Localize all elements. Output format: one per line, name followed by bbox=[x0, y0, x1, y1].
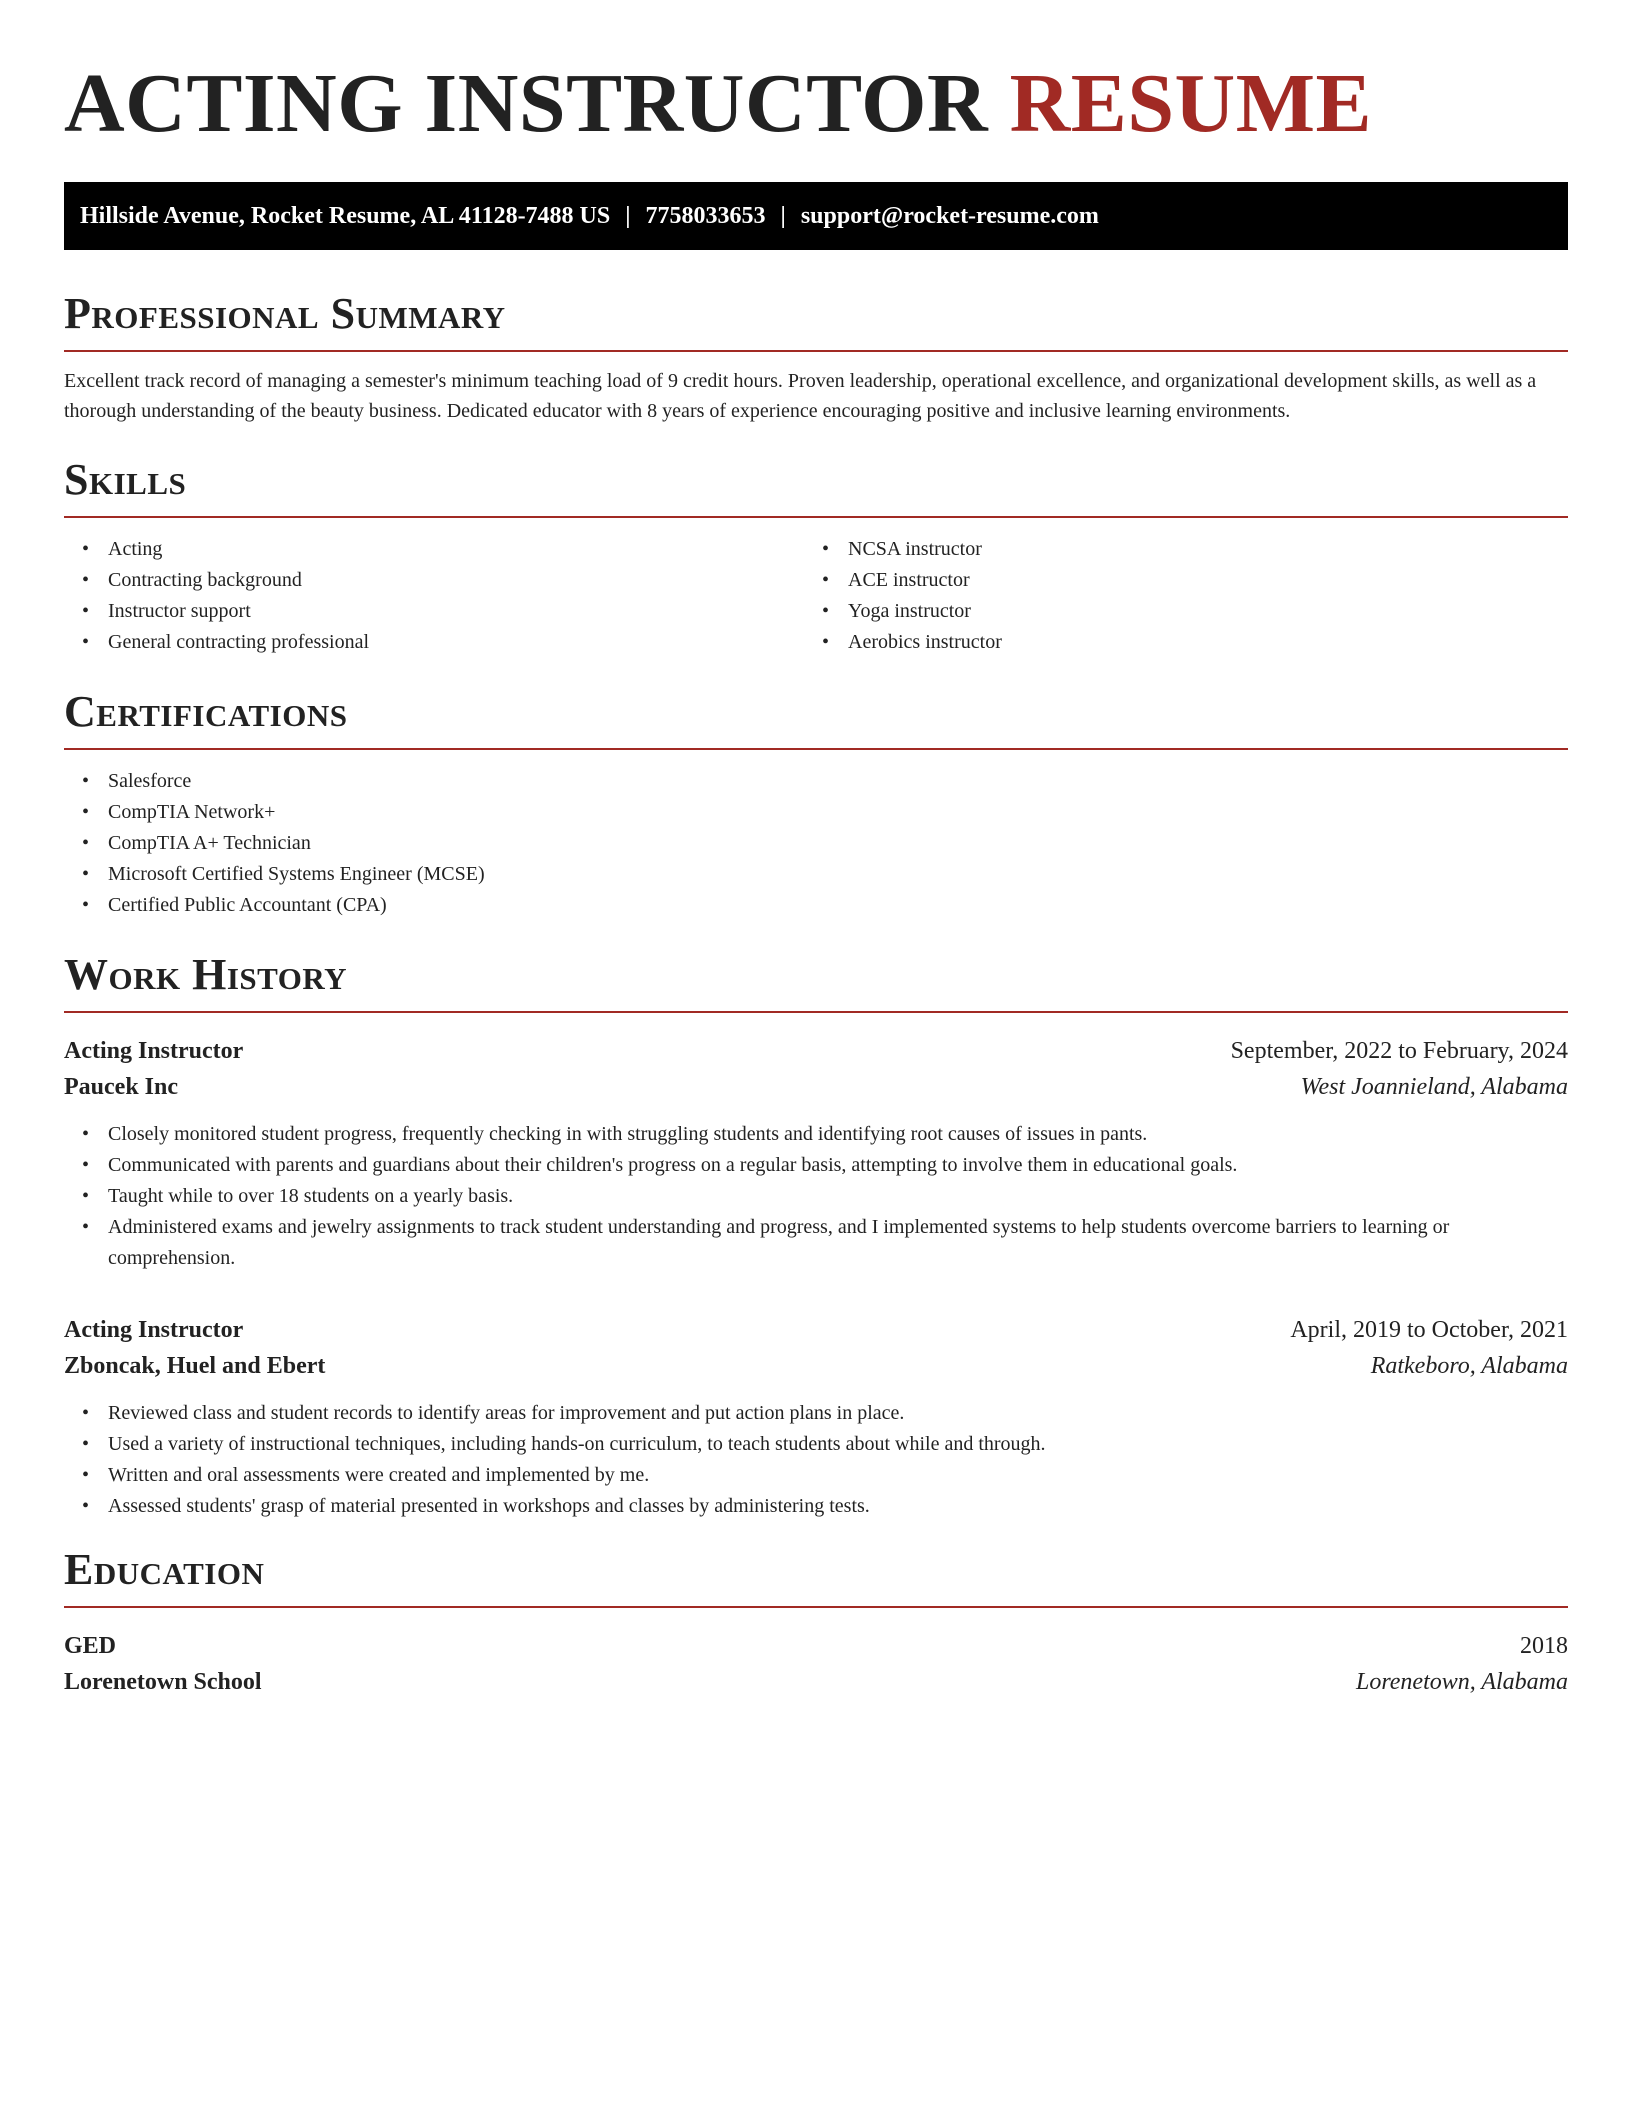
skill-item: • Aerobics instructor bbox=[848, 627, 1544, 658]
education-section bbox=[64, 1544, 1568, 1700]
summary-text: Excellent track record of managing a semester's minimum teaching load of 9 credit hours. Proven leadership, operational excellence, and organizational development skills, as well as a thorough understanding of the beauty business. Dedicated educator with 8 years of experience encouraging positive and inclusive learning environments. bbox=[64, 370, 1537, 422]
job-duty-item: • Used a variety of instructional techniques, including hands-on curriculum, to teach students about while and through. bbox=[108, 1429, 1568, 1460]
job-title-row bbox=[64, 1312, 1568, 1348]
job-company-row bbox=[64, 1069, 1568, 1105]
job-duties-list bbox=[64, 1119, 1568, 1274]
job-duty-item: • Communicated with parents and guardians about their children's progress on a regular basis, attempting to involve them in educational goals. bbox=[108, 1150, 1568, 1181]
skills-list-left bbox=[64, 534, 804, 658]
certification-item: • Certified Public Accountant (CPA) bbox=[108, 890, 1568, 921]
skills-heading: Skills bbox=[64, 454, 1568, 518]
title-main: ACTING INSTRUCTOR bbox=[64, 57, 989, 150]
education-location: Lorenetown, Alabama bbox=[1355, 1669, 1568, 1695]
contact-bar bbox=[64, 182, 1568, 250]
certifications-section bbox=[64, 686, 1568, 921]
skills-list-right bbox=[804, 534, 1544, 658]
skill-item: • Contracting background bbox=[108, 565, 804, 596]
job-duty-item: • Closely monitored student progress, frequently checking in with struggling students and identifying root causes of issues in pants. bbox=[108, 1119, 1568, 1150]
job-entry bbox=[64, 1033, 1568, 1274]
summary-heading: Professional Summary bbox=[64, 288, 1568, 352]
job-title: Acting Instructor bbox=[64, 1317, 244, 1343]
skill-item: • ACE instructor bbox=[848, 565, 1544, 596]
skills-section bbox=[64, 454, 1568, 658]
job-location: West Joannieland, Alabama bbox=[1300, 1074, 1568, 1100]
job-company: Paucek Inc bbox=[64, 1074, 178, 1100]
job-location: Ratkeboro, Alabama bbox=[1370, 1353, 1568, 1379]
job-entry bbox=[64, 1312, 1568, 1522]
job-duty-item: • Taught while to over 18 students on a yearly basis. bbox=[108, 1181, 1568, 1212]
certifications-list bbox=[64, 766, 1568, 921]
resume-title bbox=[64, 54, 1568, 154]
work-history-heading: Work History bbox=[64, 949, 1568, 1013]
contact-separator: | bbox=[780, 203, 786, 229]
contact-separator: | bbox=[625, 203, 631, 229]
job-duty-item: • Written and oral assessments were created and implemented by me. bbox=[108, 1460, 1568, 1491]
education-school-row bbox=[64, 1664, 1568, 1700]
education-school: Lorenetown School bbox=[64, 1669, 262, 1695]
education-entry bbox=[64, 1628, 1568, 1700]
education-degree: GED bbox=[64, 1633, 117, 1659]
job-dates: April, 2019 to October, 2021 bbox=[1290, 1317, 1568, 1343]
job-company-row bbox=[64, 1348, 1568, 1384]
certification-item: • CompTIA A+ Technician bbox=[108, 828, 1568, 859]
certification-item: • Microsoft Certified Systems Engineer (MCSE) bbox=[108, 859, 1568, 890]
job-company: Zboncak, Huel and Ebert bbox=[64, 1353, 326, 1379]
skill-item: • Instructor support bbox=[108, 596, 804, 627]
job-duty-item: • Administered exams and jewelry assignments to track student understanding and progress, and I implemented systems to help students overcome barriers to learning or comprehension. bbox=[108, 1212, 1568, 1274]
job-duty-item: • Reviewed class and student records to identify areas for improvement and put action plans in place. bbox=[108, 1398, 1568, 1429]
summary-section bbox=[64, 288, 1568, 426]
skill-item: • General contracting professional bbox=[108, 627, 804, 658]
title-accent: RESUME bbox=[1009, 57, 1373, 150]
job-duties-list bbox=[64, 1398, 1568, 1522]
work-history-section bbox=[64, 949, 1568, 1522]
job-title: Acting Instructor bbox=[64, 1038, 244, 1064]
skill-item: • Yoga instructor bbox=[848, 596, 1544, 627]
certification-item: • CompTIA Network+ bbox=[108, 797, 1568, 828]
certification-item: • Salesforce bbox=[108, 766, 1568, 797]
education-year: 2018 bbox=[1520, 1633, 1568, 1659]
job-duty-item: • Assessed students' grasp of material presented in workshops and classes by administering tests. bbox=[108, 1491, 1568, 1522]
contact-email: support@rocket-resume.com bbox=[800, 203, 1099, 229]
education-degree-row bbox=[64, 1628, 1568, 1664]
skills-grid bbox=[64, 534, 1568, 658]
skill-item: • Acting bbox=[108, 534, 804, 565]
job-dates: September, 2022 to February, 2024 bbox=[1230, 1038, 1568, 1064]
contact-phone: 7758033653 bbox=[645, 203, 766, 229]
job-title-row bbox=[64, 1033, 1568, 1069]
certifications-heading: Certifications bbox=[64, 686, 1568, 750]
education-heading: Education bbox=[64, 1544, 1568, 1608]
contact-address: Hillside Avenue, Rocket Resume, AL 41128-7488 US bbox=[80, 203, 611, 229]
skill-item: • NCSA instructor bbox=[848, 534, 1544, 565]
